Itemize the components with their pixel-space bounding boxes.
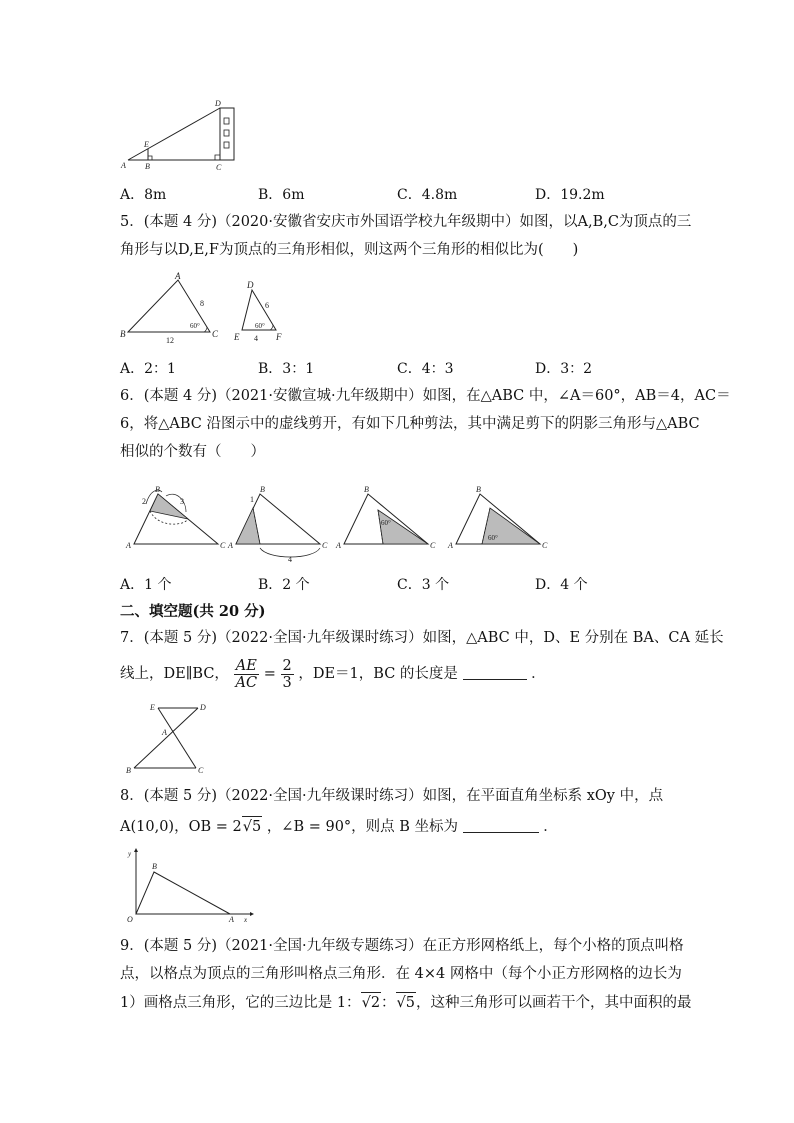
q9-stem-line2: 点，以格点为顶点的三角形叫格点三角形．在 4×4 网格中（每个小正方形网格的边长为 [120, 966, 682, 982]
q8-answer-blank[interactable] [463, 818, 539, 833]
q9-sqrt-5: √5 [396, 992, 416, 1013]
q5-angle-60-b: 60° [255, 322, 265, 330]
q5-stem-line1: 5．(本题 4 分)（2020·安徽省安庆市外国语学校九年级期中）如图，以A,B,C为顶点的三 [120, 214, 692, 230]
q6-fig2-label-B: B [260, 485, 265, 494]
q6-fig2-label-1: 1 [250, 495, 254, 504]
q5-side-6: 6 [265, 301, 269, 310]
q5-label-F: F [276, 332, 282, 342]
q9-stem-line3-b: ，这种三角形可以画若干个，其中面积的最 [416, 995, 692, 1011]
q4-label-B: B [145, 162, 150, 171]
q7-frac2-den: 3 [282, 674, 292, 691]
q6-fig4-label-B: B [476, 485, 481, 494]
q9-stem-line3-a: 1）画格点三角形，它的三边比是 1： [120, 995, 361, 1011]
q5-label-E: E [234, 332, 240, 342]
q8-label-O: O [127, 915, 133, 924]
q7-label-D: D [200, 703, 206, 712]
q5-option-c: C．4：3 [397, 361, 454, 377]
q7-label-A: A [162, 728, 167, 737]
q7-stem-line2 [120, 656, 546, 692]
q8-label-x: x [244, 916, 248, 924]
q6-fig4-label-C: C [542, 541, 548, 550]
q4-option-b: B．6m [258, 187, 305, 203]
q4-option-c: C．4.8m [397, 187, 458, 203]
q5-side-4: 4 [254, 334, 258, 343]
q7-stem-line1: 7．(本题 5 分)（2022·全国·九年级课时练习）如图，△ABC 中，D、E 分别在 BA、CA 延长 [120, 630, 724, 646]
q5-figure [118, 270, 298, 350]
q4-label-C: C [216, 163, 222, 172]
q8-sqrt: √5 [242, 816, 262, 837]
q5-stem-line2: 角形与以D,E,F为顶点的三角形相似，则这两个三角形的相似比为( ) [120, 242, 579, 258]
q6-stem-line2: 6，将△ABC 沿图示中的虚线剪开，有如下几种剪法，其中满足剪下的阴影三角形与△ABC [120, 416, 700, 432]
q6-fig2-label-A: A [228, 541, 233, 550]
q7-stem-line2-b: ，DE＝1，BC 的长度是 [298, 666, 458, 682]
q5-side-12: 12 [166, 336, 174, 345]
q8-stem-line2-end: ． [543, 819, 558, 835]
q6-stem-line3: 相似的个数有（ ） [120, 444, 265, 460]
q6-option-b: B．2 个 [258, 577, 310, 593]
q9-sqrt-2: √2 [361, 992, 381, 1013]
q7-label-C: C [198, 766, 204, 775]
q7-frac-den: AC [235, 674, 258, 691]
q6-figure [118, 478, 548, 568]
q6-fig4-label-60: 60° [488, 534, 498, 542]
q7-frac2-num: 2 [282, 657, 292, 674]
q7-figure [118, 698, 218, 778]
q7-label-B: B [126, 766, 131, 775]
q4-label-A: A [121, 161, 126, 170]
q5-label-B: B [120, 329, 126, 339]
q9-stem-line1: 9．(本题 5 分)（2021·全国·九年级专题练习）在正方形网格纸上，每个小格的顶点叫格 [120, 938, 684, 954]
q5-label-D: D [247, 280, 254, 290]
q4-figure [118, 96, 248, 174]
q8-stem-line2 [120, 816, 558, 837]
q4-option-a: A．8m [120, 187, 167, 203]
q6-option-c: C．3 个 [397, 577, 450, 593]
q9-stem-line3 [120, 992, 692, 1013]
q6-fig1-label-C: C [220, 541, 226, 550]
q6-fig3-label-60: 60° [381, 519, 391, 527]
q7-stem-line2-end: ． [531, 666, 546, 682]
q6-fig1-label-A: A [126, 541, 131, 550]
q6-fig1-label-B: B [155, 485, 160, 494]
q5-option-b: B．3：1 [258, 361, 315, 377]
q6-stem-line1: 6．(本题 4 分)（2021·安徽宣城·九年级期中）如图，在△ABC 中，∠A＝60°，AB＝4，AC＝ [120, 388, 731, 404]
q6-fig3-label-A: A [336, 541, 341, 550]
q7-frac-num: AE [234, 658, 260, 675]
q5-side-8: 8 [200, 299, 204, 308]
q7-fraction-2-3 [281, 658, 294, 691]
q6-fig2-label-4: 4 [288, 555, 292, 564]
q6-fig4-label-A: A [448, 541, 453, 550]
q9-stem-line3-mid: ： [381, 995, 396, 1011]
q7-eq: = [263, 666, 276, 682]
q7-fraction-ae-ac [234, 658, 260, 691]
q8-label-y: y [128, 850, 132, 858]
q4-option-d: D．19.2m [535, 187, 605, 203]
q8-stem-line2-b: ，∠B = 90°，则点 B 坐标为 [266, 819, 459, 835]
q6-fig1-label-2: 2 [142, 497, 146, 506]
q7-label-E: E [150, 703, 155, 712]
q6-option-d: D．4 个 [535, 577, 588, 593]
q5-label-A: A [175, 271, 181, 281]
q6-fig3-label-C: C [430, 541, 436, 550]
q8-stem-line2-a: A(10,0)，OB = 2 [120, 819, 242, 835]
q6-fig2-label-C: C [322, 541, 328, 550]
q8-label-A: A [229, 915, 234, 924]
q6-fig3-label-B: B [364, 485, 369, 494]
q5-option-a: A．2：1 [120, 361, 176, 377]
q6-option-a: A．1 个 [120, 577, 172, 593]
q4-label-E: E [144, 140, 149, 149]
q7-answer-blank[interactable] [463, 665, 527, 680]
section-title-fill-in: 二、填空题(共 20 分) [120, 603, 266, 620]
q5-label-C: C [212, 329, 219, 339]
q5-option-d: D．3：2 [535, 361, 593, 377]
q5-angle-60-a: 60° [190, 322, 200, 330]
q8-figure [118, 844, 258, 924]
q8-label-B: B [152, 862, 157, 871]
q6-fig1-label-3: 3 [180, 497, 184, 506]
q8-stem-line1: 8．(本题 5 分)（2022·全国·九年级课时练习）如图，在平面直角坐标系 xOy 中，点 [120, 788, 664, 804]
q4-label-D: D [215, 99, 221, 108]
q7-stem-line2-a: 线上，DE∥BC， [120, 666, 229, 682]
